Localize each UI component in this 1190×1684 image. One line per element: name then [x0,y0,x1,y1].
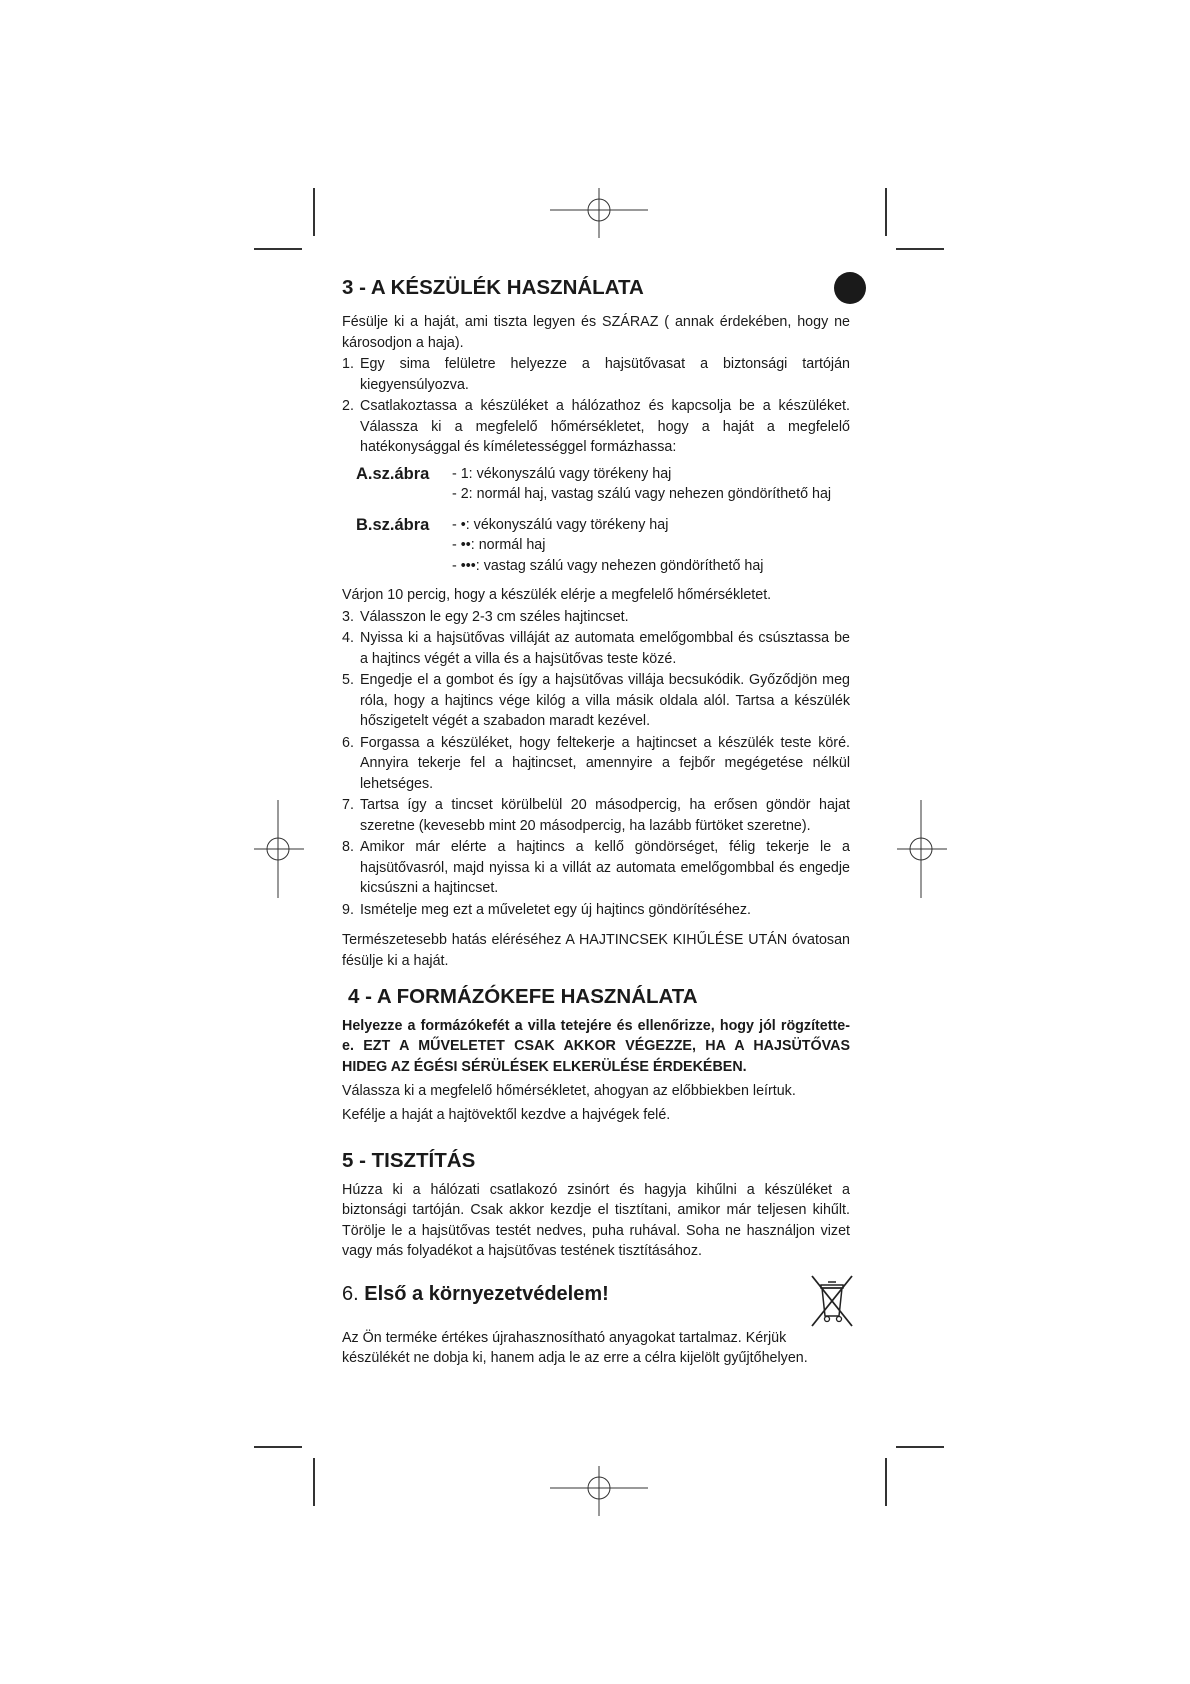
section-6-heading [342,1284,850,1328]
page-content [342,272,850,1369]
crop-mark [896,248,944,250]
crop-mark [896,1446,944,1448]
figure-a-line: - 1: vékonyszálú vagy törékeny haj [452,465,672,482]
list-item: 6. Forgassa a készüléket, hogy feltekerje a hajtincset a készülék teste köré. Annyira tekerje fel a hajtincset, amennyire a fejbőr megégetése nélkül lehetséges. [342,734,850,792]
crossed-out-bin-icon [804,1272,860,1328]
section-5-heading [342,1151,850,1172]
section-6-text: Az Ön terméke értékes újrahasznosítható anyagokat tartalmaz. Kérjük készülékét ne dobja ki, hanem adja le az erre a célra kijelölt gyűjtőhelyen. [342,1329,808,1366]
list-item: 2. Csatlakoztassa a készüléket a hálózathoz és kapcsolja be a készüléket. Válassza ki a megfelelő hőmérsékletet, hogy a haját a megfelelő hatékonysággal és kíméletességgel formázhassa: [342,398,850,455]
section-6-number: 6. [342,1282,359,1305]
section-3-heading [342,272,850,304]
wait-note: Várjon 10 percig, hogy a készülék elérje a megfelelő hőmérsékletet. [342,587,772,603]
section-4-heading [342,987,850,1008]
figure-b-line: - •••: vastag szálú vagy nehezen göndöríthető haj [452,557,764,574]
section-4-warning: Helyezze a formázókefét a villa tetejére és ellenőrizze, hogy jól rögzítette-e. EZT A MŰVELETET CSAK AKKOR VÉGEZZE, HA A HAJSÜTŐVAS HIDEG AZ ÉGÉSI SÉRÜLÉSEK ELKERÜLÉSE ÉRDEKÉBEN. [342,1017,850,1075]
crop-mark [313,1458,315,1506]
section-5-title: 5 - TISZTÍTÁS [342,1149,476,1172]
section-4-paragraph: Válassza ki a megfelelő hőmérsékletet, ahogyan az előbbiekben leírtuk. [342,1083,796,1099]
crop-mark [885,1458,887,1506]
crop-mark [254,1446,302,1448]
list-item: 3. Válasszon le egy 2-3 cm széles hajtincset. [342,608,629,625]
registration-mark-icon [254,800,304,898]
list-item: 7. Tartsa így a tincset körülbelül 20 másodpercig, ha erősen göndör hajat szeretne (kevesebb mint 20 másodpercig, ha lazább fürtöket szeretne). [342,797,850,834]
crop-mark [313,188,315,236]
section-6-title: Első a környezetvédelem! [364,1282,609,1305]
registration-mark-icon [550,188,648,238]
list-item: 9. Ismételje meg ezt a műveletet egy új hajtincs göndörítéséhez. [342,901,751,918]
figure-b-line: - ••: normál haj [452,537,546,553]
registration-mark-icon [897,800,947,898]
figure-b-line: - •: vékonyszálú vagy törékeny haj [452,516,669,533]
section-3-intro: Fésülje ki a haját, ami tiszta legyen és SZÁRAZ ( annak érdekében, hogy ne károsodjon a haja). [342,314,850,351]
figure-a-legend [342,464,850,505]
section-5-text: Húzza ki a hálózati csatlakozó zsinórt és hagyja kihűlni a készüléket a biztonsági tartóján. Csak akkor kezdje el tisztítani, amikor már teljesen kihűlt. Törölje le a hajsütővas testét nedves, puha ruhával. Soha ne használjon vizet vagy más folyadékot a hajsütővas testének tisztításához. [342,1181,850,1259]
registration-mark-icon [550,1466,648,1516]
steps-list-b [342,607,850,921]
figure-a-line: - 2: normál haj, vastag szálú vagy nehezen göndöríthető haj [452,486,832,502]
figure-b-label: B.sz.ábra [356,515,430,534]
crop-mark [254,248,302,250]
list-item: 8. Amikor már elérte a hajtincs a kellő göndörséget, félig tekerje le a hajsütővasról, majd nyissa ki a villát az automata emelőgombbal és engedje kicsúszni a hajtincset. [342,839,850,896]
list-item: 4. Nyissa ki a hajsütővas villáját az automata emelőgombbal és csúsztassa be a hajtincs végét a villa és a hajsütővas teste közé. [342,630,850,667]
figure-a-label: A.sz.ábra [356,464,430,483]
section-4-paragraph: Kefélje a haját a hajtövektől kezdve a hajvégek felé. [342,1106,671,1123]
steps-list-a [342,354,850,458]
list-item: 1. Egy sima felületre helyezze a hajsütővasat a biztonsági tartóján kiegyensúlyozva. [342,356,850,393]
list-item: 5. Engedje el a gombot és így a hajsütővas villája becsukódik. Győződjön meg róla, hogy a hajtincs vége kilóg a villa másik oldala alól. Tartsa a készülék hőszigetelt végét a szabadon maradt kezével. [342,672,850,729]
section-3-title: 3 - A KÉSZÜLÉK HASZNÁLATA [342,275,644,299]
figure-b-legend [342,515,850,577]
crop-mark [885,188,887,236]
language-tab-dot-icon [834,272,866,304]
section-3-outro: Természetesebb hatás eléréséhez A HAJTINCSEK KIHŰLÉSE UTÁN óvatosan fésülje ki a haját. [342,932,850,969]
section-4-title: 4 - A FORMÁZÓKEFE HASZNÁLATA [348,985,698,1008]
